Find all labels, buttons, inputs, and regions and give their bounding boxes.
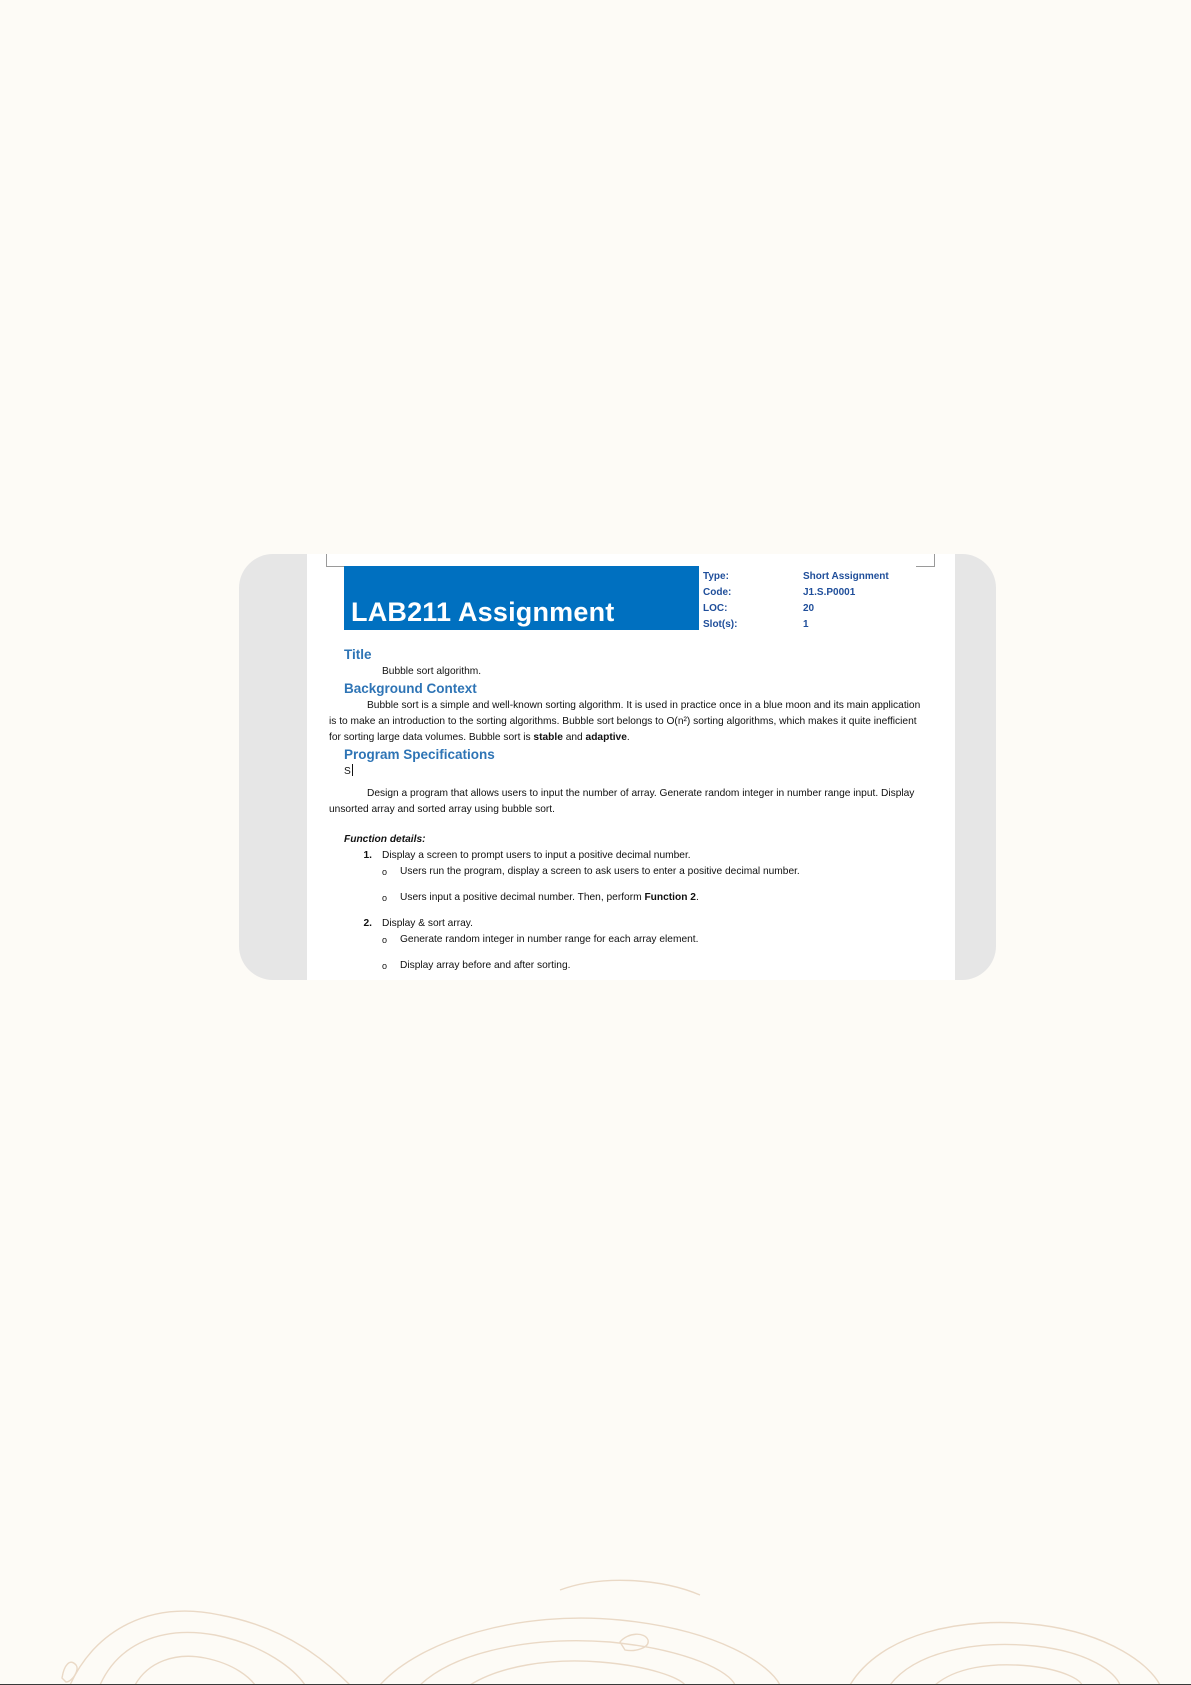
bullet-icon: o [382, 893, 388, 903]
function-details-label: Function details: [344, 834, 426, 845]
meta-value: 20 [803, 602, 815, 614]
section-heading-background: Background Context [344, 681, 477, 696]
cursor-text: S [344, 766, 351, 777]
crop-mark-left [326, 554, 345, 567]
function-bullet [344, 958, 927, 974]
background-paragraph [329, 698, 927, 746]
title-text: Bubble sort algorithm. [382, 666, 482, 677]
bold-adaptive: adaptive [585, 732, 627, 743]
meta-value: 1 [803, 618, 809, 630]
text-cursor-line[interactable] [344, 764, 927, 780]
section-heading-spec: Program Specifications [344, 747, 495, 762]
function-title: Display & sort array. [382, 918, 473, 929]
meta-key: Slot(s): [703, 618, 738, 630]
background-and: and [562, 732, 586, 743]
bullet-icon: o [382, 867, 388, 877]
bullet-text: Display array before and after sorting. [400, 960, 571, 971]
banner-title: LAB211 Assignment [351, 597, 615, 627]
bullet-icon: o [382, 935, 388, 945]
topographic-decoration [0, 1570, 1191, 1685]
meta-value: Short Assignment [803, 570, 889, 582]
function-title: Display a screen to prompt users to input a positive decimal number. [382, 850, 691, 861]
meta-row-slots [703, 616, 923, 632]
function-item-1 [344, 848, 927, 864]
meta-row-type [703, 568, 923, 584]
function-bullet [344, 932, 927, 948]
function-bullet [344, 890, 927, 906]
background-end: . [626, 732, 630, 743]
bullet-text: Users run the program, display a screen to ask users to enter a positive decimal number. [400, 866, 800, 877]
list-number: 1. [363, 850, 372, 861]
section-heading-title: Title [344, 647, 372, 662]
spec-paragraph: Design a program that allows users to input the number of array. Generate random integer in number range input. Display unsorted array and sorted array using bubble sort. [329, 788, 915, 815]
document-page [307, 554, 955, 980]
meta-key: LOC: [703, 602, 728, 614]
assignment-meta [703, 568, 923, 632]
crop-mark-right [916, 554, 935, 567]
document-preview-frame [239, 554, 996, 980]
title-banner [344, 566, 699, 630]
bullet-text: Users input a positive decimal number. Then, perform Function 2. [400, 892, 699, 903]
text-cursor [352, 764, 353, 776]
bullet-icon: o [382, 961, 388, 971]
meta-key: Code: [703, 586, 732, 598]
background-text: Bubble sort is a simple and well-known sorting algorithm. It is used in practice once in a blue moon and its main application is to make an introduction to the sorting algorithms. Bubble sort belongs to O(n²) sorting algorithms, which makes it quite inefficient for sorting large data volumes. Bubble sort is [329, 700, 921, 743]
meta-row-code [703, 584, 923, 600]
document-body [329, 646, 927, 974]
meta-row-loc [703, 600, 923, 616]
meta-key: Type: [703, 570, 729, 582]
bold-stable: stable [533, 732, 563, 743]
function-item-2 [344, 916, 927, 932]
list-number: 2. [363, 918, 372, 929]
function-bullet [344, 864, 927, 880]
meta-value: J1.S.P0001 [803, 586, 856, 598]
function-reference: Function 2 [644, 892, 696, 903]
bullet-text: Generate random integer in number range for each array element. [400, 934, 699, 945]
